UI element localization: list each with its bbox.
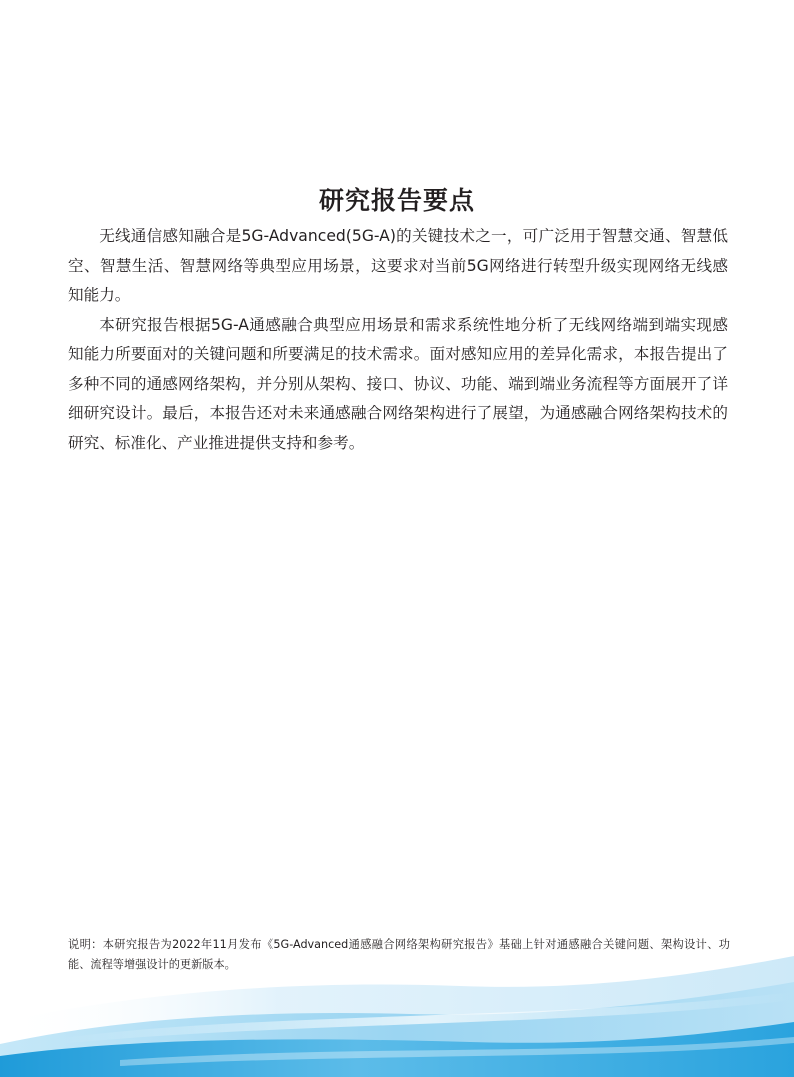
paragraph-1: 无线通信感知融合是5G-Advanced(5G-A)的关键技术之一，可广泛用于智慧交通、智慧低空、智慧生活、智慧网络等典型应用场景，这要求对当前5G网络进行转型升级实现网络无线感知能力。	[68, 227, 728, 304]
paragraph-2: 本研究报告根据5G-A通感融合典型应用场景和需求系统性地分析了无线网络端到端实现感知能力所要面对的关键问题和所要满足的技术需求。面对感知应用的差异化需求，本报告提出了多种不同的通感网络架构，并分别从架构、接口、协议、功能、端到端业务流程等方面展开了详细研究设计。最后，本报告还对未来通感融合网络架构进行了展望，为通感融合网络架构技术的研究、标准化、产业推进提供支持和参考。	[68, 315, 728, 452]
page-title: 研究报告要点	[318, 185, 475, 215]
footnote: 说明：本研究报告为2022年11月发布《5G-Advanced通感融合网络架构研究报告》基础上针对通感融合关键问题、架构设计、功能、流程等增强设计的更新版本。	[68, 938, 730, 971]
body-text	[68, 222, 728, 458]
